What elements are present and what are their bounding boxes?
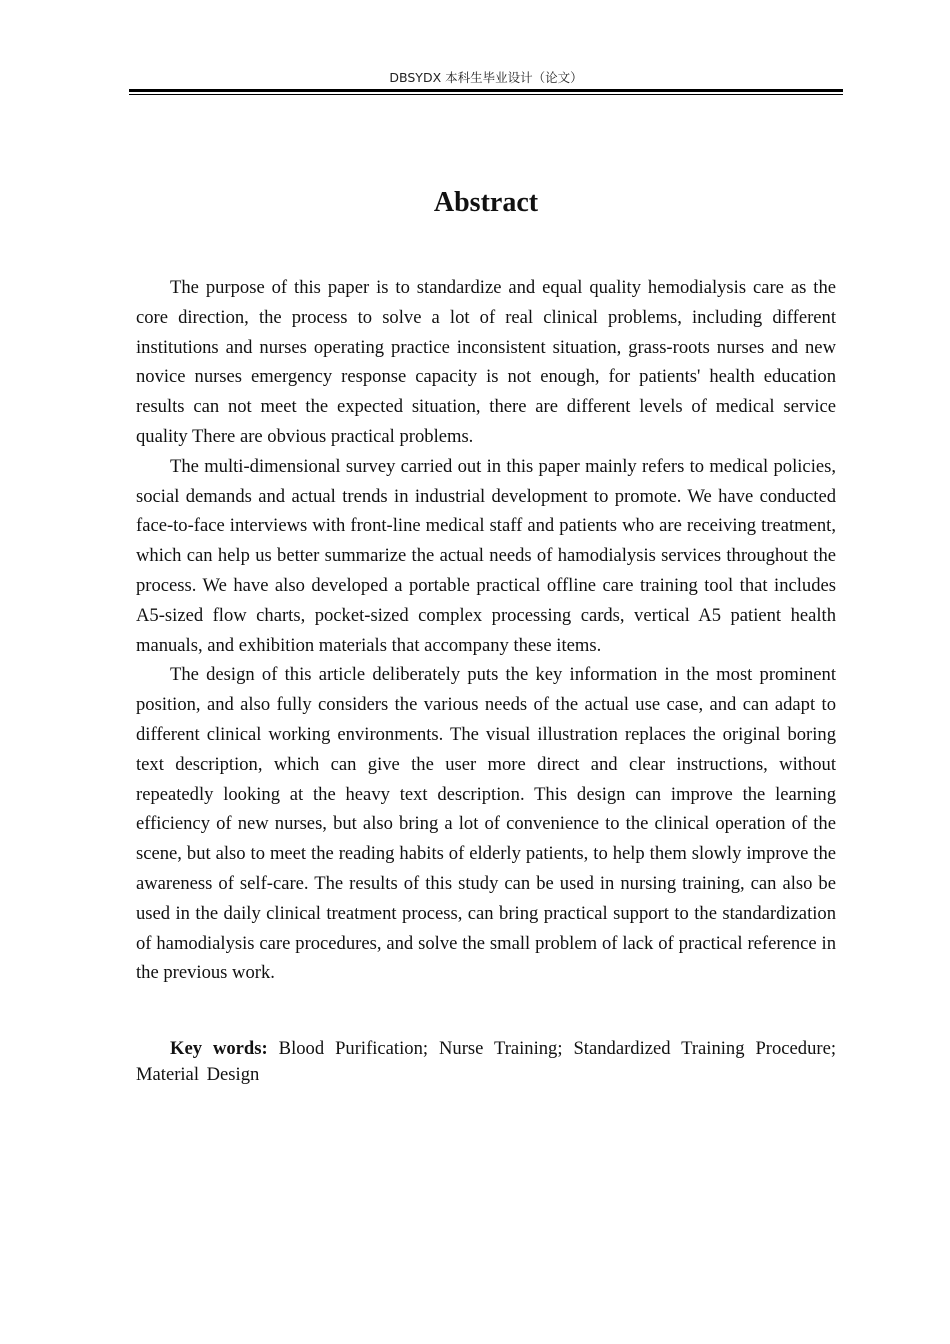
keywords-text: Blood Purification; Nurse Training; Standardized Training Procedure; Material Design — [136, 1038, 836, 1085]
keywords — [136, 1036, 836, 1088]
abstract-body — [136, 273, 836, 988]
abstract-paragraph-2: The multi-dimensional survey carried out in this paper mainly refers to medical policies, social demands and actual trends in industrial development to promote. We have conducted face-to-face interviews with front-line medical staff and patients who are receiving treatment, which can help us better summarize the actual needs of hamodialysis services throughout the process. We have also developed a portable practical offline care training tool that includes A5-sized flow charts, pocket-sized complex processing cards, vertical A5 patient health manuals, and exhibition materials that accompany these items. — [136, 455, 836, 656]
header-rule-thin — [129, 94, 843, 95]
abstract-paragraph-1: The purpose of this paper is to standardize and equal quality hemodialysis care as the core direction, the process to solve a lot of real clinical problems, including different institutions and nurses operating practice inconsistent situation, grass-roots nurses and new novice nurses emergency response capacity is not enough, for patients' health education results can not meet the expected situation, there are different levels of medical service quality There are obvious practical problems. — [136, 277, 836, 447]
header-rule-thick — [129, 89, 843, 92]
abstract-title: Abstract — [433, 187, 539, 218]
page-header: DBSYDX 本科生毕业设计（论文） — [389, 70, 583, 85]
keywords-label: Key words: — [170, 1038, 268, 1059]
abstract-paragraph-3: The design of this article deliberately puts the key information in the most prominent position, and also fully considers the various needs of the actual use case, and can adapt to different clinical working environments. The visual illustration replaces the original boring text description, which can give the user more direct and clear instructions, without repeatedly looking at the heavy text description. This design can improve the learning efficiency of new nurses, but also bring a lot of convenience to the clinical operation of the scene, but also to meet the reading habits of elderly patients, to help them slowly improve the awareness of self-care. The results of this study can be used in nursing training, can also be used in the daily clinical treatment process, can bring practical support to the standardization of hamodialysis care procedures, and solve the small problem of lack of practical reference in the previous work. — [136, 664, 836, 984]
